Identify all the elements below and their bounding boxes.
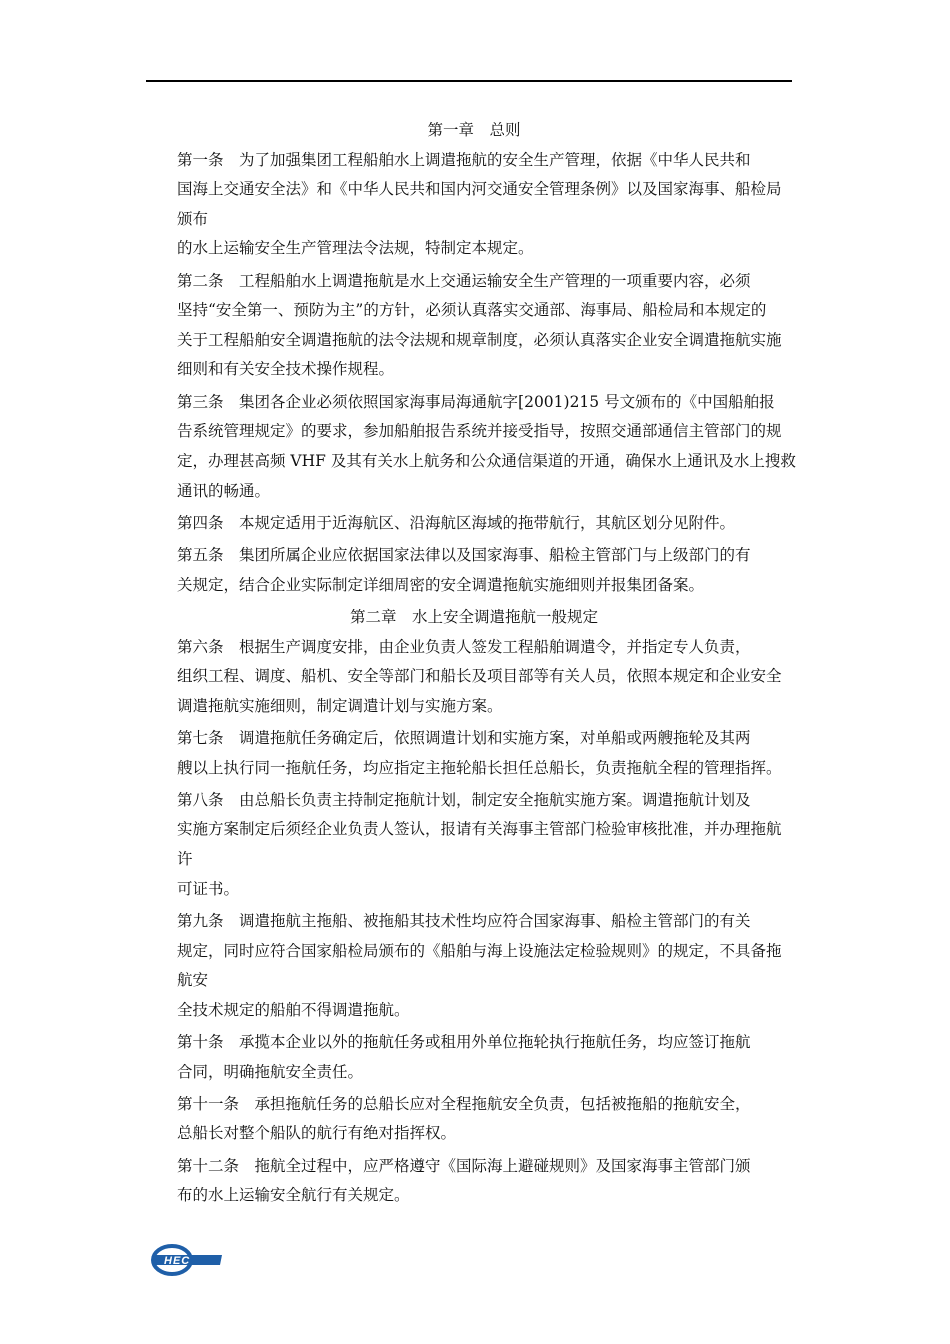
header-rule [146,80,792,82]
article-line: 通讯的畅通。 [177,481,271,500]
article-line: 细则和有关安全技术操作规程。 [177,360,395,379]
article-line: 调遣拖航任务确定后，依照调遣计划和实施方案，对单船或两艘拖轮及其两 [239,729,751,747]
article-line: 为了加强集团工程船舶水上调遣拖航的安全生产管理，依据《中华人民共和 [239,150,751,169]
article-number: 第三条 [177,392,224,411]
article-number: 第二条 [177,271,224,290]
svg-text:HEC: HEC [164,1255,191,1267]
article-10 [146,1028,808,1087]
article-line: 航安 [177,971,209,990]
article-2 [146,267,808,385]
document-body [146,116,808,1214]
article-number: 第四条 [177,513,224,532]
article-line: 调遣拖航主拖船、被拖船其技术性均应符合国家海事、船检主管部门的有关 [239,911,751,930]
article-line: 可证书。 [177,879,240,898]
article-3 [146,388,808,506]
article-line: 根据生产调度安排，由企业负责人签发工程船舶调遣令，并指定专人负责， [239,637,751,656]
article-7 [146,724,808,783]
article-number: 第十二条 [177,1156,240,1175]
article-line: 集团各企业必须依照国家海事局海通航字[2001)215 号文颁布的《中国船舶报 [239,392,775,411]
article-number: 第八条 [177,790,224,809]
article-number: 第六条 [177,637,224,656]
article-1 [146,146,808,264]
article-number: 第七条 [177,729,224,747]
article-9 [146,907,808,1025]
article-line: 规定，同时应符合国家船检局颁布的《船舶与海上设施法定检验规则》的规定，不具备拖 [177,941,782,960]
article-line: 告系统管理规定》的要求，参加船舶报告系统并接受指导，按照交通部通信主管部门的规 [177,422,782,441]
article-8 [146,786,808,904]
article-number: 第一条 [177,150,224,169]
article-line: 集团所属企业应依据国家法律以及国家海事、船检主管部门与上级部门的有 [239,546,751,565]
article-line: 关规定，结合企业实际制定详细周密的安全调遣拖航实施细则并报集团备案。 [177,575,705,594]
article-line: 实施方案制定后须经企业负责人签认，报请有关海事主管部门检验审核批准，并办理拖航 [177,820,782,839]
article-6 [146,633,808,722]
article-5 [146,541,808,600]
article-line: 布的水上运输安全航行有关规定。 [177,1186,410,1205]
article-line: 的水上运输安全生产管理法令法规，特制定本规定。 [177,239,534,258]
article-line: 关于工程船舶安全调遣拖航的法令法规和规章制度，必须认真落实企业安全调遣拖航实施 [177,330,782,349]
article-line: 许 [177,850,193,869]
article-line: 合同，明确拖航安全责任。 [177,1062,364,1081]
article-line: 拖航全过程中，应严格遵守《国际海上避碰规则》及国家海事主管部门颁 [254,1156,751,1175]
article-line: 全技术规定的船舶不得调遣拖航。 [177,1000,410,1019]
article-12 [146,1152,808,1211]
article-line: 颁布 [177,209,209,228]
article-line: 工程船舶水上调遣拖航是水上交通运输安全生产管理的一项重要内容，必须 [239,271,751,290]
article-number: 第五条 [177,546,224,565]
article-line: 组织工程、调度、船机、安全等部门和船长及项目部等有关人员，依照本规定和企业安全 [177,667,782,686]
article-line: 坚持“安全第一、预防为主”的方针，必须认真落实交通部、海事局、船检局和本规定的 [177,301,767,320]
chec-logo-icon [150,1243,228,1277]
article-line: 定，办理甚高频 VHF 及其有关水上航务和公众通信渠道的开通，确保水上通讯及水上搜救 [177,451,796,470]
article-line: 承揽本企业以外的拖航任务或租用外单位拖轮执行拖航任务，均应签订拖航 [239,1033,751,1051]
article-line: 承担拖航任务的总船长应对全程拖航安全负责，包括被拖船的拖航安全， [254,1094,751,1113]
article-line: 总船长对整个船队的航行有绝对指挥权。 [177,1124,457,1143]
article-11 [146,1090,808,1149]
article-line: 艘以上执行同一拖航任务，均应指定主拖轮船长担任总船长，负责拖航全程的管理指挥。 [177,758,782,777]
article-number: 第十一条 [177,1094,240,1113]
article-line: 由总船长负责主持制定拖航计划，制定安全拖航实施方案。调遣拖航计划及 [239,790,751,809]
chapter-1-title: 第一章 总则 [427,121,521,139]
article-line: 国海上交通安全法》和《中华人民共和国内河交通安全管理条例》以及国家海事、船检局 [177,180,782,199]
article-number: 第十条 [177,1033,224,1051]
article-4 [146,509,808,539]
article-number: 第九条 [177,911,224,930]
chapter-2-title: 第二章 水上安全调遣拖航一般规定 [349,607,598,626]
article-line: 调遣拖航实施细则，制定调遣计划与实施方案。 [177,696,503,715]
article-line: 本规定适用于近海航区、沿海航区海域的拖带航行，其航区划分见附件。 [239,513,736,532]
